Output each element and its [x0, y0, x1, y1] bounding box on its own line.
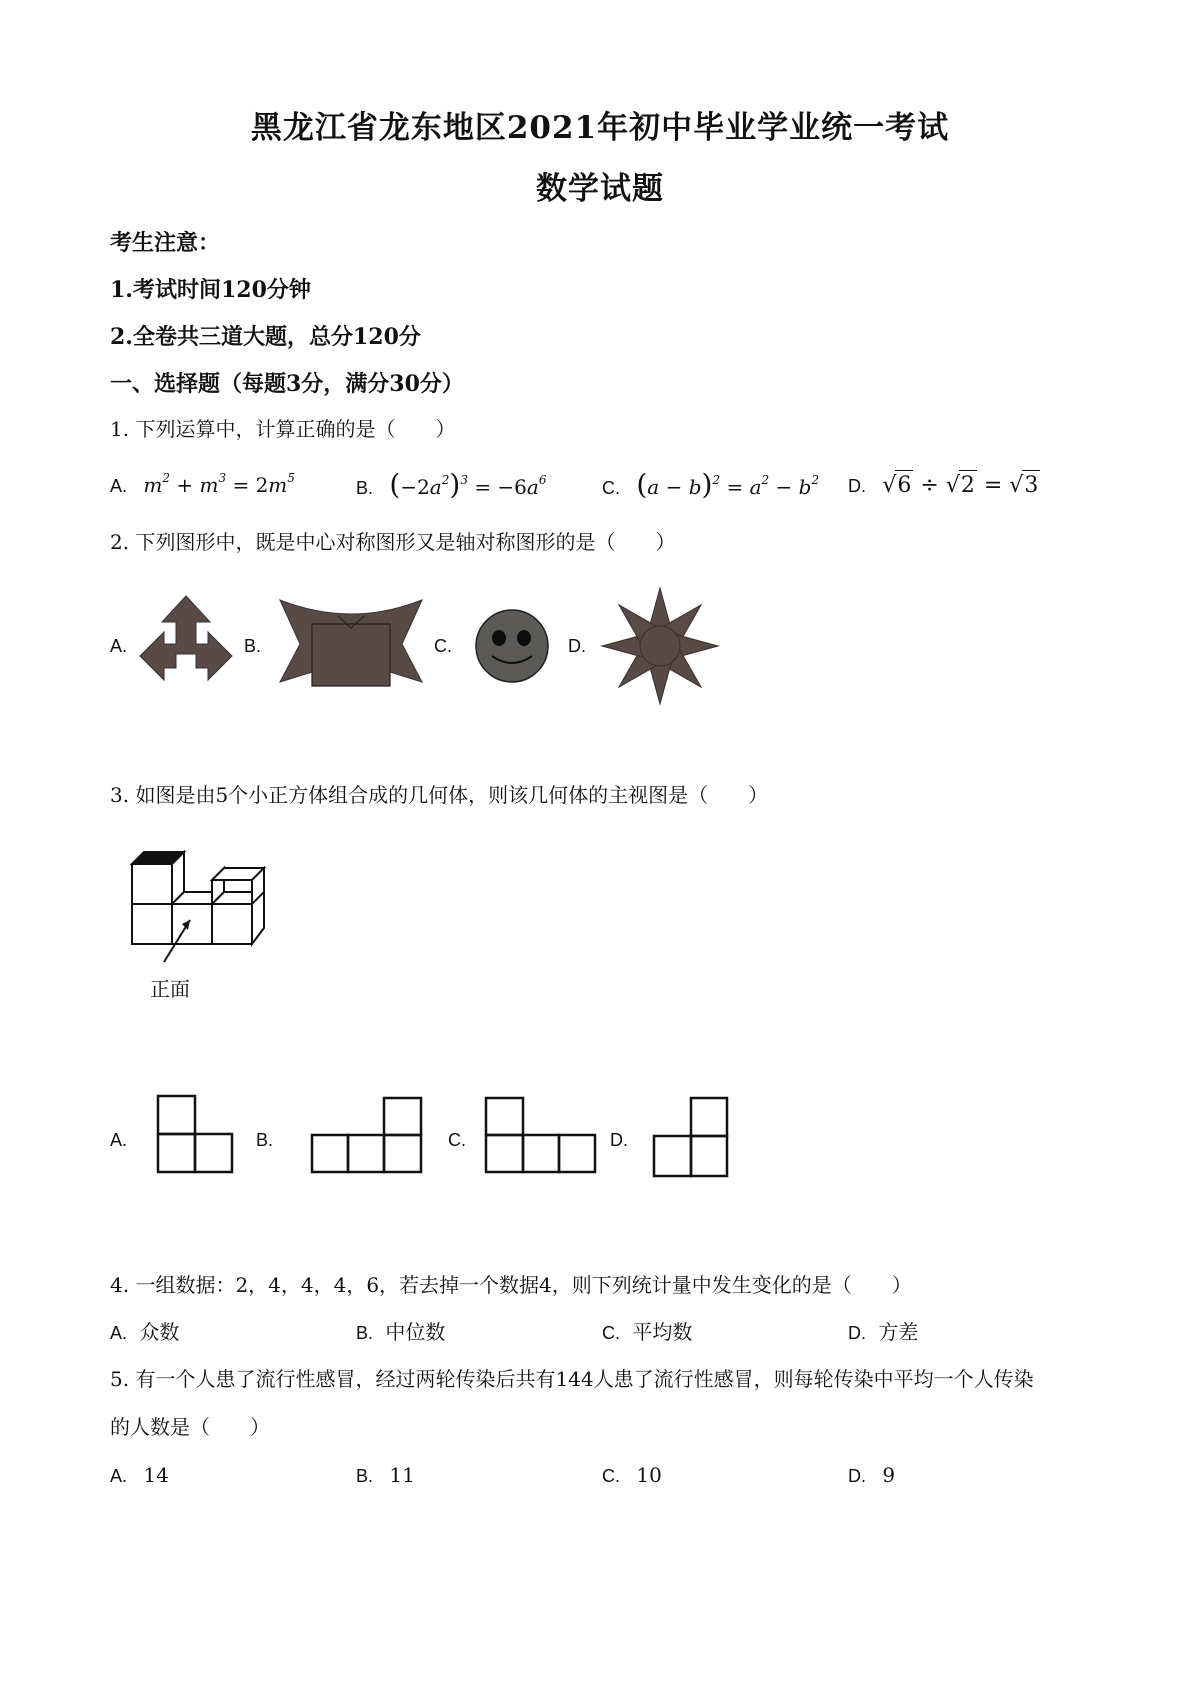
- q5-option-d[interactable]: [848, 1460, 895, 1491]
- smiley-face-icon[interactable]: [474, 608, 550, 684]
- q4-option-b-text: 中位数: [385, 1320, 446, 1344]
- q1-option-b-letter: B.: [356, 478, 374, 498]
- front-label: 正面: [150, 977, 190, 1001]
- q3-option-c-view[interactable]: [484, 1096, 598, 1176]
- q5-option-b-letter: B.: [356, 1466, 374, 1486]
- q3-option-b-view[interactable]: [310, 1096, 424, 1176]
- q1-option-c-formula: $(a - b)^2 = a^2 - b^2$: [636, 468, 820, 501]
- q2-option-a-letter: A.: [110, 636, 128, 656]
- q2-option-c-letter: C.: [434, 636, 452, 656]
- exam-subtitle: 数学试题: [536, 171, 664, 207]
- q4-option-c-letter: C.: [602, 1323, 620, 1343]
- q4-option-d[interactable]: [848, 1317, 918, 1348]
- q5-option-d-text: 9: [882, 1463, 896, 1487]
- q5-option-b[interactable]: [356, 1460, 415, 1491]
- q5-option-b-text: 11: [389, 1463, 415, 1487]
- q3-option-c-letter: C.: [448, 1130, 466, 1150]
- q1-option-d-letter: D.: [848, 476, 866, 496]
- q5-option-c-letter: C.: [602, 1466, 620, 1486]
- arrow-shape-icon[interactable]: [138, 594, 234, 692]
- question-2-stem: 2. 下列图形中，既是中心对称图形又是轴对称图形的是（ ）: [110, 530, 676, 554]
- q5-option-a-letter: A.: [110, 1466, 128, 1486]
- q5-option-c[interactable]: [602, 1460, 662, 1491]
- q5-option-a[interactable]: [110, 1460, 169, 1491]
- q1-option-a-formula: $m^2 + m^3 = 2m^5$: [143, 471, 295, 497]
- q1-option-c: [602, 470, 819, 503]
- q5-option-c-text: 10: [636, 1463, 662, 1487]
- q2-option-d-letter: D.: [568, 636, 586, 656]
- notes-heading: 考生注意：: [110, 230, 221, 256]
- q3-option-b-letter: B.: [256, 1130, 274, 1150]
- q4-option-b-letter: B.: [356, 1323, 374, 1343]
- q3-option-d-view[interactable]: [652, 1096, 730, 1180]
- q3-option-d-letter: D.: [610, 1130, 628, 1150]
- q4-option-a-text: 众数: [139, 1320, 180, 1344]
- q3-option-a-view[interactable]: [156, 1094, 234, 1176]
- q1-option-a: [110, 470, 295, 501]
- flower-star-icon[interactable]: [602, 586, 718, 706]
- question-5-stem-line1: 5. 有一个人患了流行性感冒，经过两轮传染后共有144人患了流行性感冒，则每轮传染中平均一个人传染: [110, 1367, 1034, 1391]
- q2-option-b-letter: B.: [244, 636, 262, 656]
- question-3-stem: 3. 如图是由5个小正方体组合成的几何体，则该几何体的主视图是（ ）: [110, 783, 769, 807]
- note-item-time: 1.考试时间120分钟: [110, 277, 311, 303]
- q1-option-d: [848, 470, 1040, 501]
- exam-title: 黑龙江省龙东地区2021年初中毕业学业统一考试: [250, 110, 950, 146]
- q4-option-d-letter: D.: [848, 1323, 866, 1343]
- q4-option-d-text: 方差: [878, 1320, 919, 1344]
- q4-option-b[interactable]: [356, 1317, 445, 1348]
- q4-option-a-letter: A.: [110, 1323, 128, 1343]
- q1-option-a-letter: A.: [110, 476, 128, 496]
- q1-option-b-formula: $(-2a^2)^3 = -6a^6$: [389, 468, 547, 501]
- section-heading: 一、选择题（每题3分，满分30分）: [110, 371, 464, 397]
- banner-shape-icon[interactable]: [278, 598, 424, 690]
- q1-option-b: [356, 470, 547, 503]
- question-5-stem-line2: 的人数是（ ）: [110, 1415, 270, 1439]
- note-item-score: 2.全卷共三道大题，总分120分: [110, 324, 421, 350]
- question-4-stem: 4. 一组数据：2，4，4，4，6，若去掉一个数据4，则下列统计量中发生变化的是（ ）: [110, 1273, 912, 1297]
- q1-option-c-letter: C.: [602, 478, 620, 498]
- q4-option-c-text: 平均数: [632, 1320, 693, 1344]
- cube-solid-figure: [130, 844, 290, 954]
- question-1-stem: 1. 下列运算中，计算正确的是（ ）: [110, 417, 456, 441]
- q1-option-d-formula: √6 ÷ √2 = √3: [882, 473, 1040, 498]
- q3-option-a-letter: A.: [110, 1130, 128, 1150]
- q5-option-d-letter: D.: [848, 1466, 866, 1486]
- q4-option-c[interactable]: [602, 1317, 692, 1348]
- q4-option-a[interactable]: [110, 1317, 179, 1348]
- q5-option-a-text: 14: [143, 1463, 169, 1487]
